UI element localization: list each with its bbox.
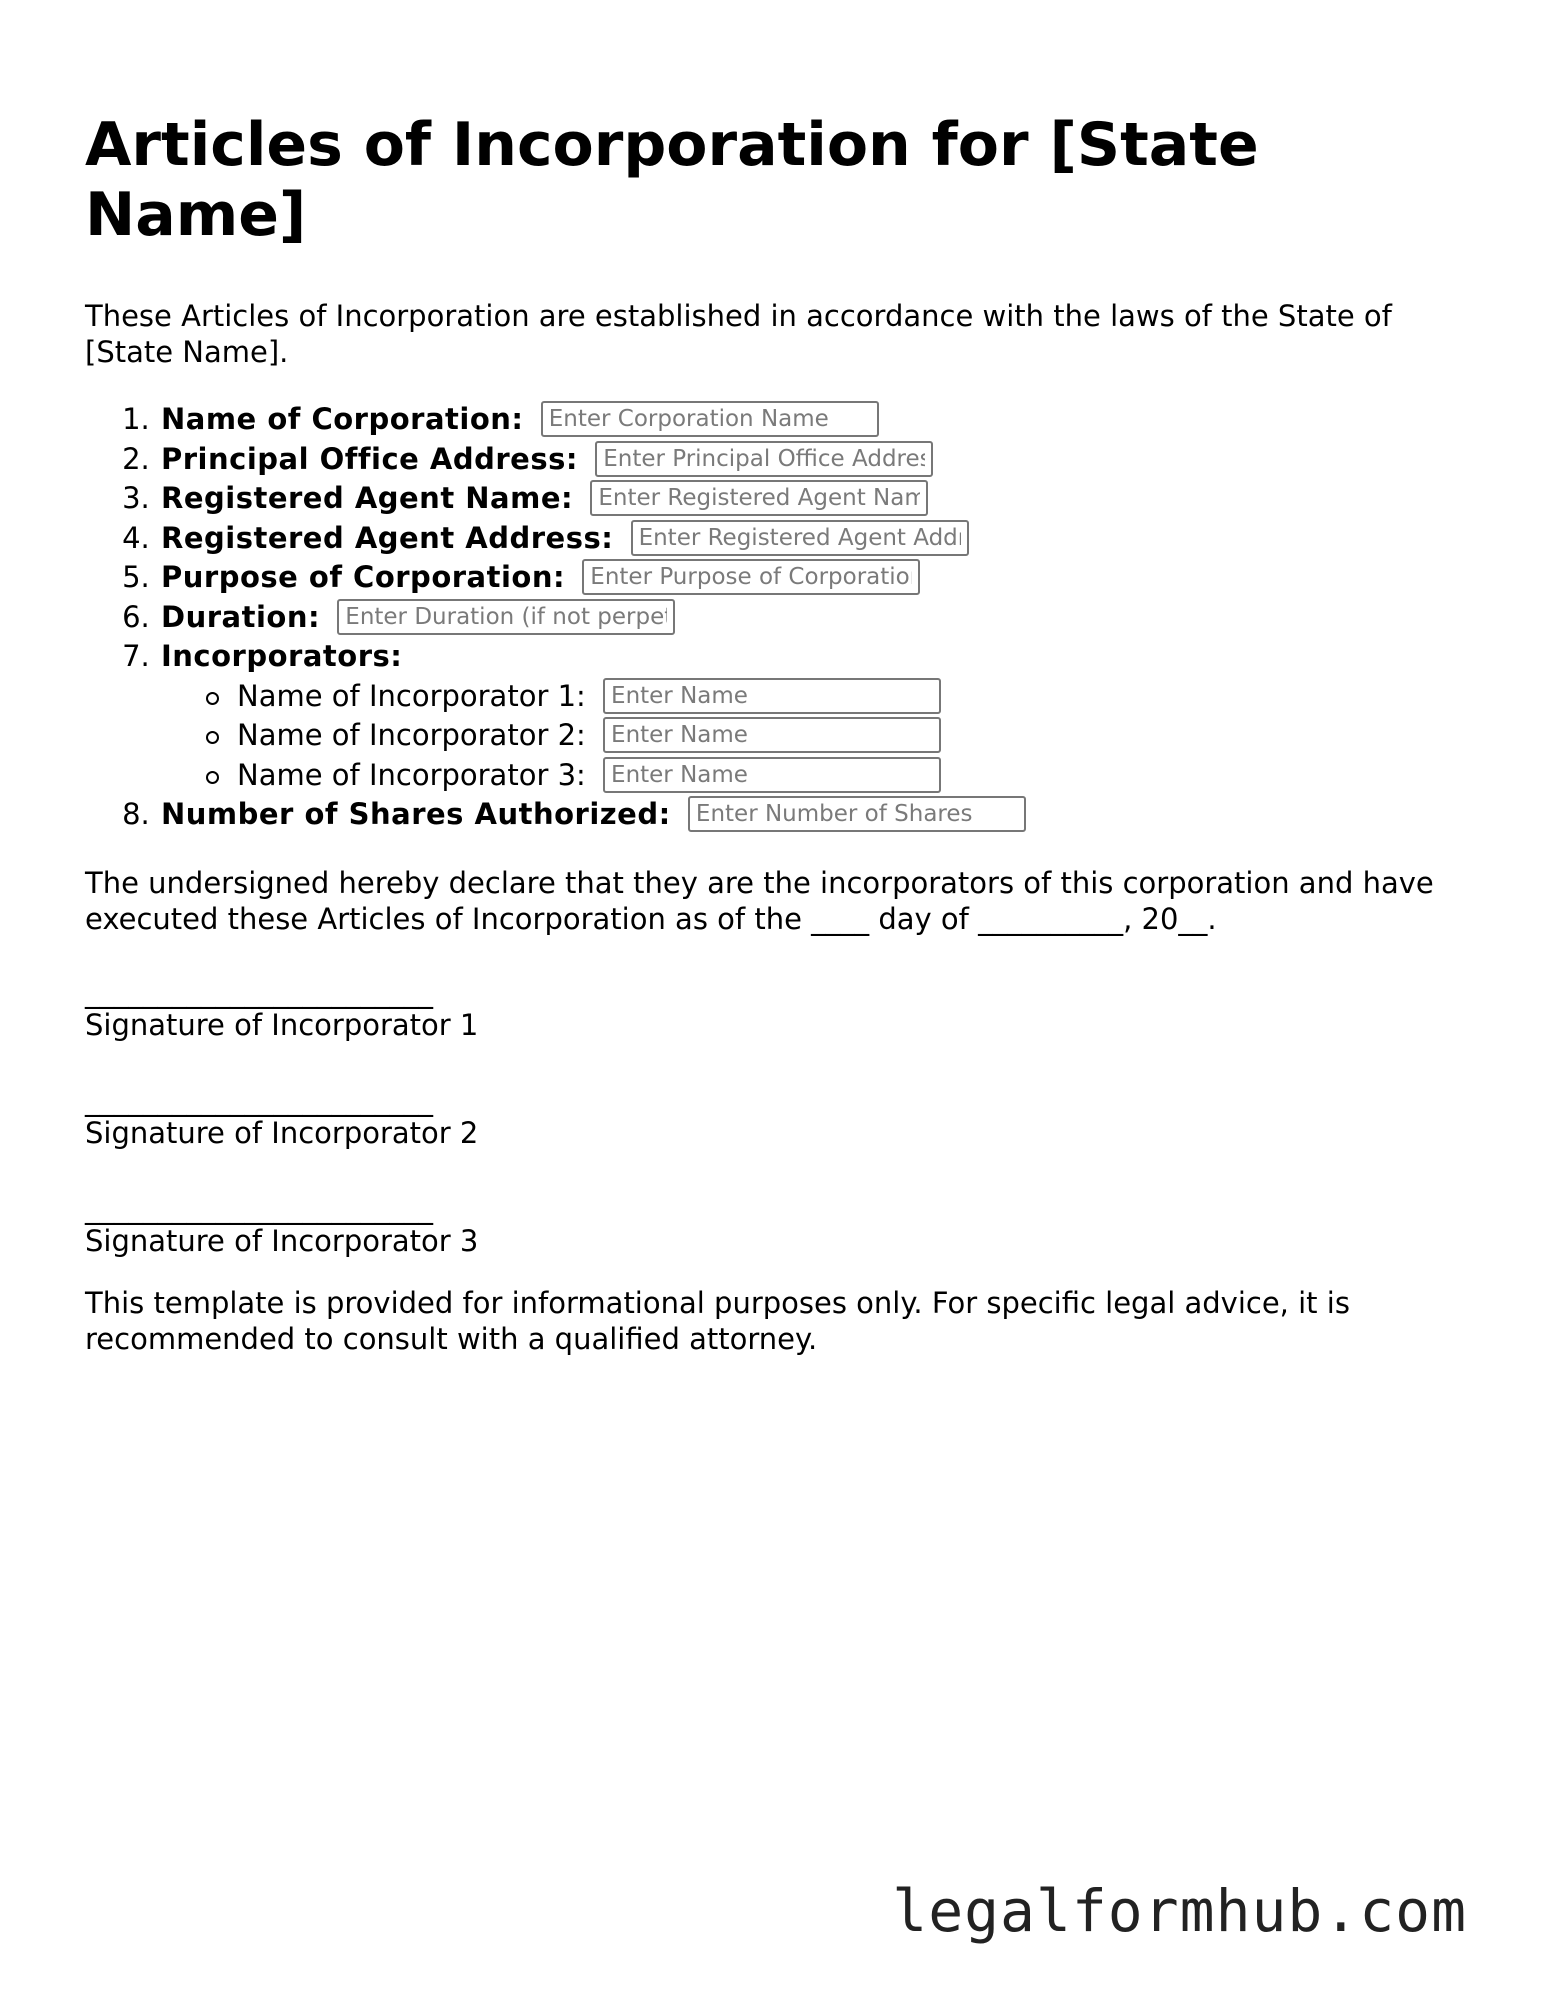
list-item <box>159 479 1465 519</box>
disclaimer-paragraph: This template is provided for informational purposes only. For specific legal advice, it is recommended to consult with a qualified attorney. <box>85 1285 1350 1356</box>
signature-line: ________________________ <box>85 1082 433 1117</box>
list-item <box>159 558 1465 598</box>
list-item <box>159 637 1465 795</box>
shares-label: Number of Shares Authorized: <box>161 797 671 831</box>
article-list <box>85 400 1465 835</box>
incorporator-3-label: Name of Incorporator 3: <box>237 757 586 792</box>
registered-agent-name-input[interactable] <box>590 480 928 516</box>
list-item <box>159 795 1465 835</box>
purpose-label: Purpose of Corporation: <box>161 560 566 594</box>
list-item <box>159 400 1465 440</box>
incorporator-item <box>237 756 1465 796</box>
signature-block-1 <box>85 974 1465 1043</box>
incorporator-1-input[interactable] <box>603 678 941 714</box>
incorporator-3-input[interactable] <box>603 757 941 793</box>
registered-agent-address-input[interactable] <box>631 520 969 556</box>
registered-agent-address-label: Registered Agent Address: <box>161 520 614 555</box>
signature-label: Signature of Incorporator 2 <box>85 1115 479 1150</box>
incorporators-label: Incorporators: <box>161 639 403 673</box>
incorporator-item <box>237 716 1465 756</box>
shares-input[interactable] <box>688 796 1026 832</box>
signature-block-3 <box>85 1190 1465 1259</box>
signature-block-2 <box>85 1082 1465 1151</box>
list-item <box>159 598 1465 638</box>
principal-office-label: Principal Office Address: <box>161 441 578 476</box>
incorporator-list <box>161 677 1465 796</box>
duration-input[interactable] <box>337 599 675 635</box>
page-title: Articles of Incorporation for [State Name] <box>85 110 1259 250</box>
principal-office-input[interactable] <box>595 441 933 477</box>
signature-label: Signature of Incorporator 1 <box>85 1007 479 1042</box>
incorporator-2-label: Name of Incorporator 2: <box>237 718 586 752</box>
purpose-input[interactable] <box>582 559 920 595</box>
signature-line: ________________________ <box>85 1190 433 1225</box>
list-item <box>159 440 1465 480</box>
duration-label: Duration: <box>161 599 321 634</box>
incorporator-2-input[interactable] <box>603 717 941 753</box>
signature-line: ________________________ <box>85 974 433 1009</box>
document-page <box>85 110 1465 1357</box>
incorporator-item <box>237 677 1465 717</box>
corporation-name-label: Name of Corporation: <box>161 402 524 436</box>
registered-agent-name-label: Registered Agent Name: <box>161 481 574 515</box>
signature-label: Signature of Incorporator 3 <box>85 1223 479 1258</box>
incorporator-1-label: Name of Incorporator 1: <box>237 678 586 713</box>
site-watermark: legalformhub.com <box>892 1877 1467 1945</box>
corporation-name-input[interactable] <box>541 401 879 437</box>
declaration-paragraph: The undersigned hereby declare that they are the incorporators of this corporation and have executed these Articles of Incorporation as of the ____ day of __________, 20__. <box>85 865 1434 936</box>
intro-paragraph: These Articles of Incorporation are established in accordance with the laws of the State of [State Name]. <box>85 299 1392 369</box>
list-item <box>159 519 1465 559</box>
